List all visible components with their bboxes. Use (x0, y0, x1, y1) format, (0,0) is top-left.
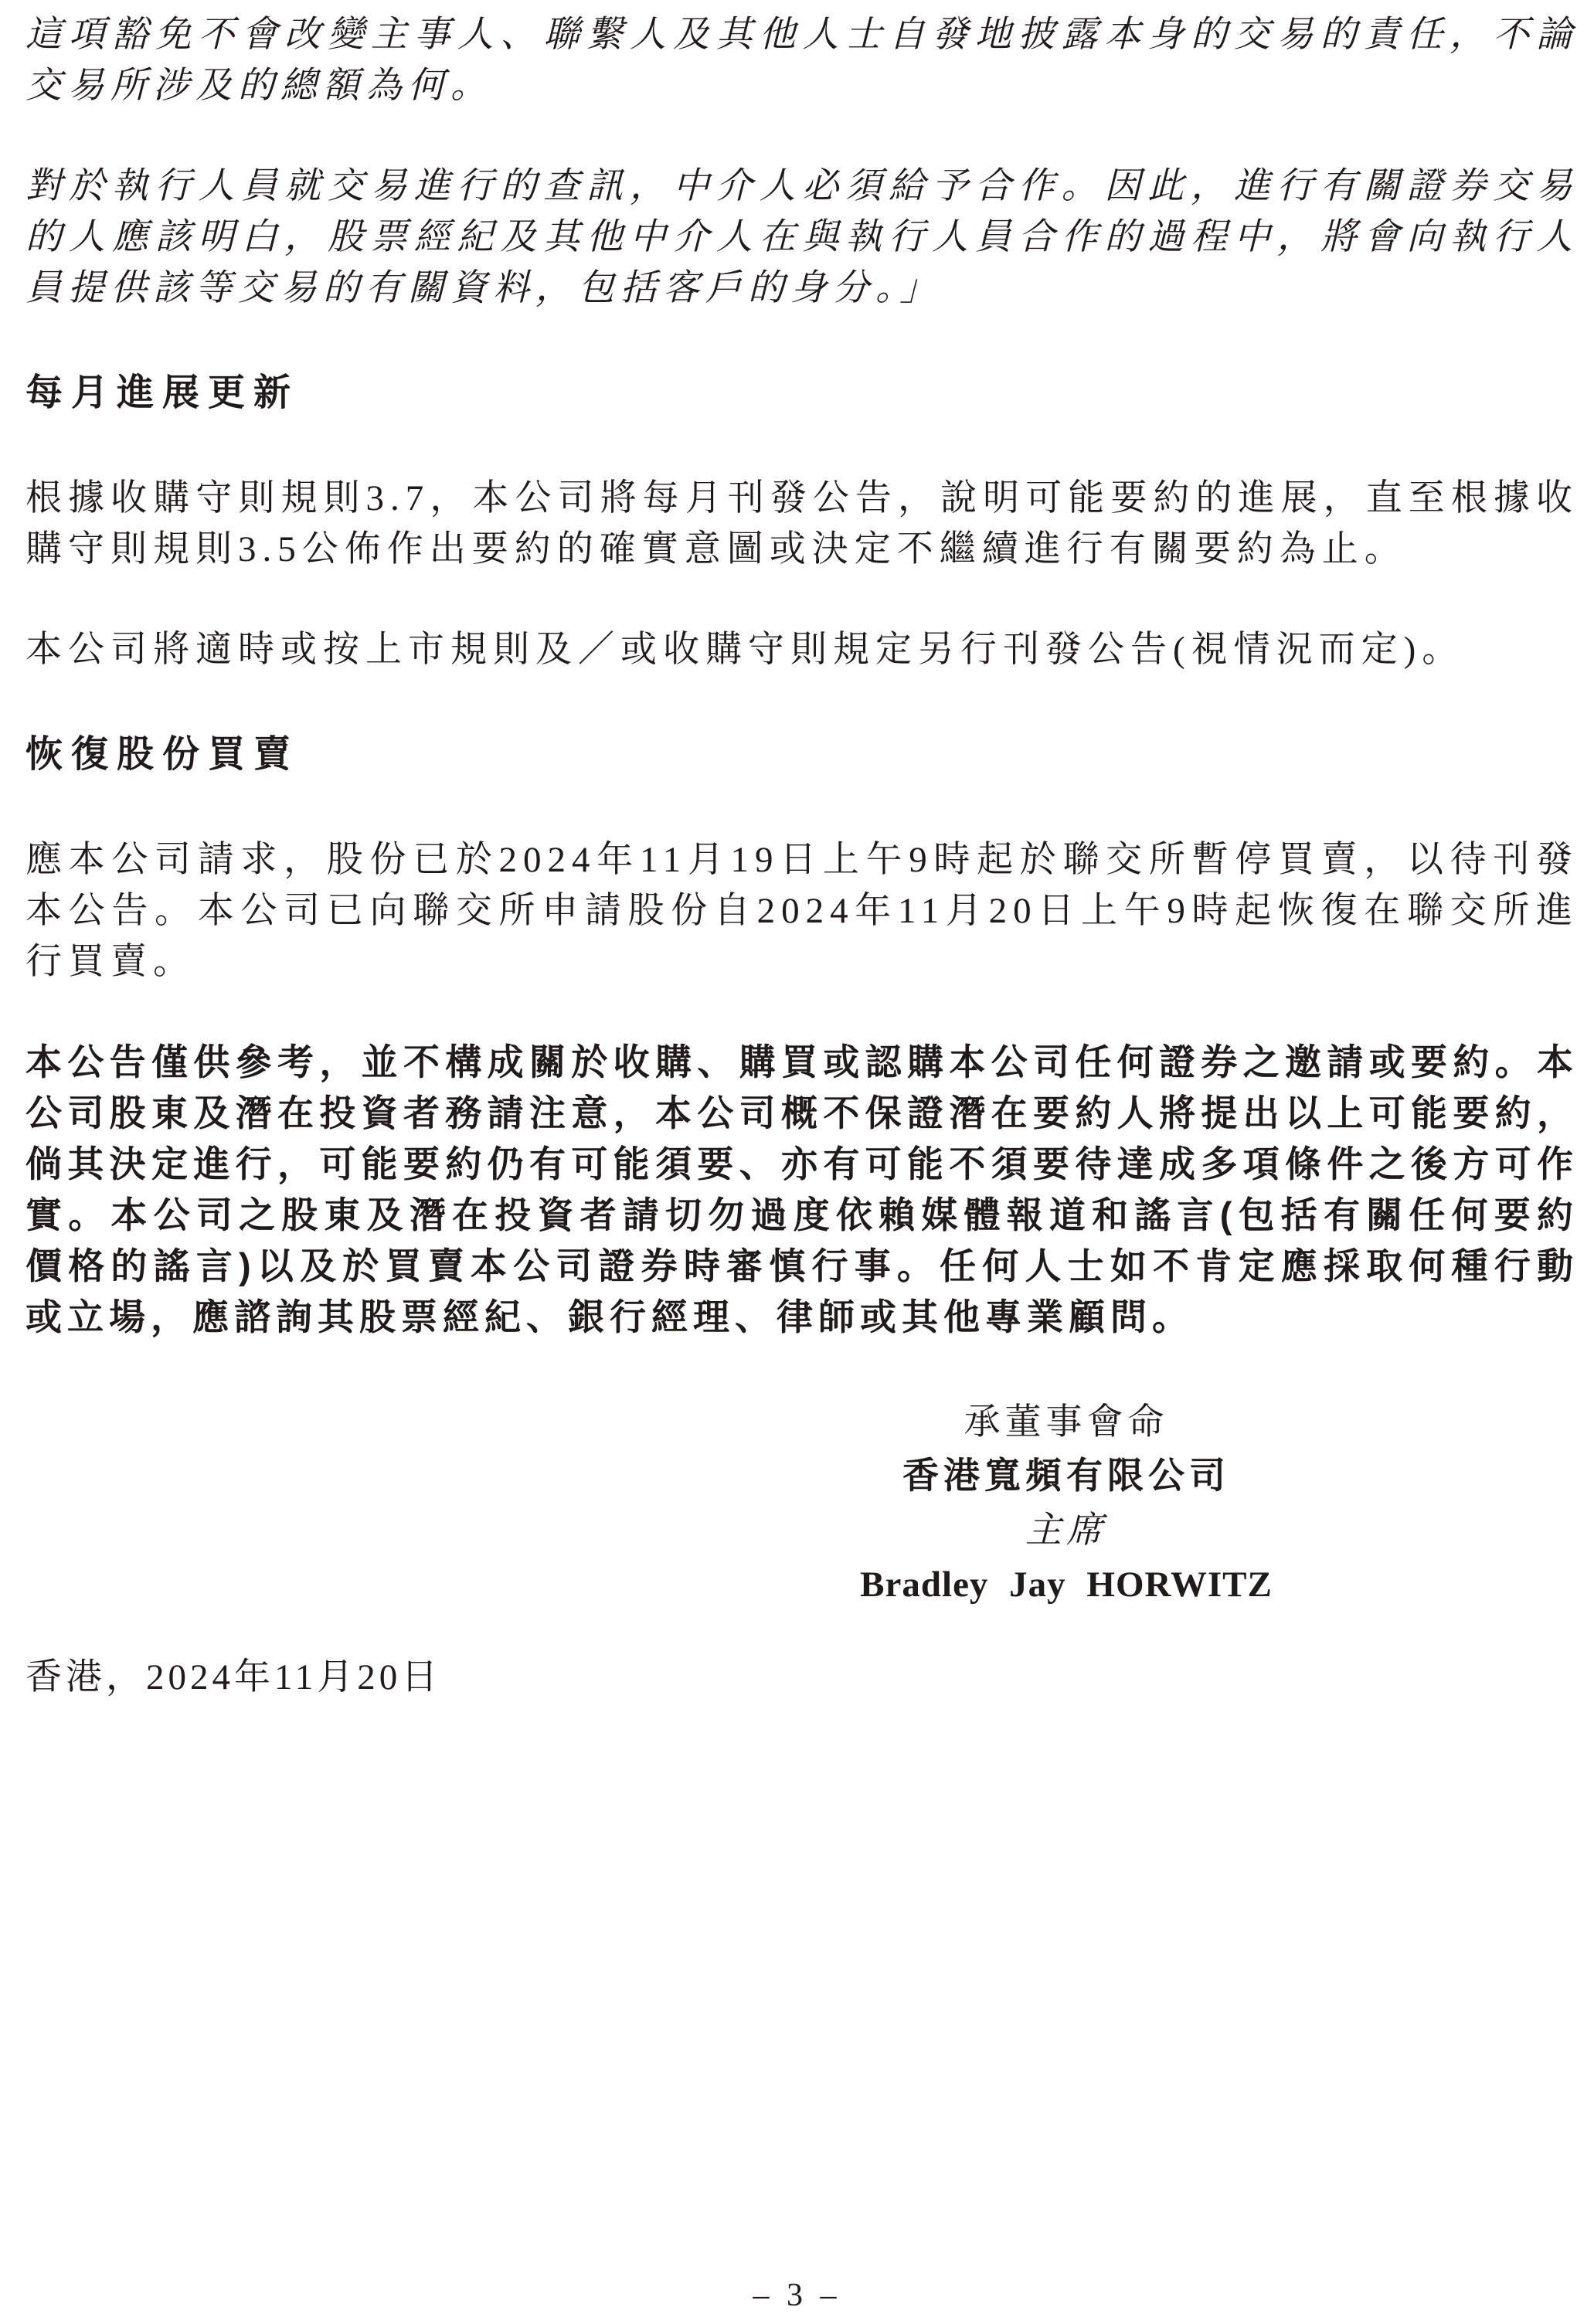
heading-monthly-progress-update: 每月進展更新 (25, 372, 300, 413)
chairman-name: Bradley Jay HORWITZ (860, 1565, 1273, 1605)
place-and-date-line: 香港，2024年11月20日 (25, 1657, 442, 1697)
quoted-note-paragraph-2: 對於執行人員就交易進行的查訊，中介人必須給予合作。因此，進行有關證券交易的人應該明白，股票經紀及其他中介人在與執行人員合作的過程中，將會向執行人員提供該等交易的有關資料，包括客戶的身分。」 (25, 166, 1579, 308)
further-announcement-paragraph: 本公司將適時或按上市規則及／或收購守則規定另行刊發公告(視情況而定)。 (25, 630, 1465, 670)
by-order-of-board-line: 承董事會命 (964, 1402, 1169, 1442)
chairman-title: 主席 (1025, 1510, 1107, 1551)
monthly-update-paragraph: 根據收購守則規則3.7，本公司將每月刊發公告，說明可能要約的進展，直至根據收購守則規則3.5公佈作出要約的確實意圖或決定不繼續進行有關要約為止。 (25, 478, 1579, 569)
heading-resumption-of-trading: 恢復股份買賣 (25, 734, 300, 775)
signature-block (290, 1395, 1594, 1612)
quoted-note-paragraph-1: 這項豁免不會改變主事人、聯繫人及其他人士自發地披露本身的交易的責任，不論交易所涉及的總額為何。 (25, 15, 1579, 106)
page-number: – 3 – (753, 2278, 841, 2313)
resumption-paragraph: 應本公司請求，股份已於2024年11月19日上午9時起於聯交所暫停買賣，以待刊發本公告。本公司已向聯交所申請股份自2024年11月20日上午9時起恢復在聯交所進行買賣。 (25, 840, 1579, 982)
company-name: 香港寬頻有限公司 (902, 1456, 1230, 1497)
disclaimer-paragraph: 本公告僅供參考，並不構成關於收購、購買或認購本公司任何證券之邀請或要約。本公司股東及潛在投資者務請注意，本公司概不保證潛在要約人將提出以上可能要約，倘其決定進行，可能要約仍有可能須要、亦有可能不須要待達成多項條件之後方可作實。本公司之股東及潛在投資者請切勿過度依賴媒體報道和謠言(包括有關任何要約價格的謠言)以及於買賣本公司證券時審慎行事。任何人士如不肯定應採取何種行動或立場，應諮詢其股票經紀、銀行經理、律師或其他專業顧問。 (25, 1041, 1579, 1337)
